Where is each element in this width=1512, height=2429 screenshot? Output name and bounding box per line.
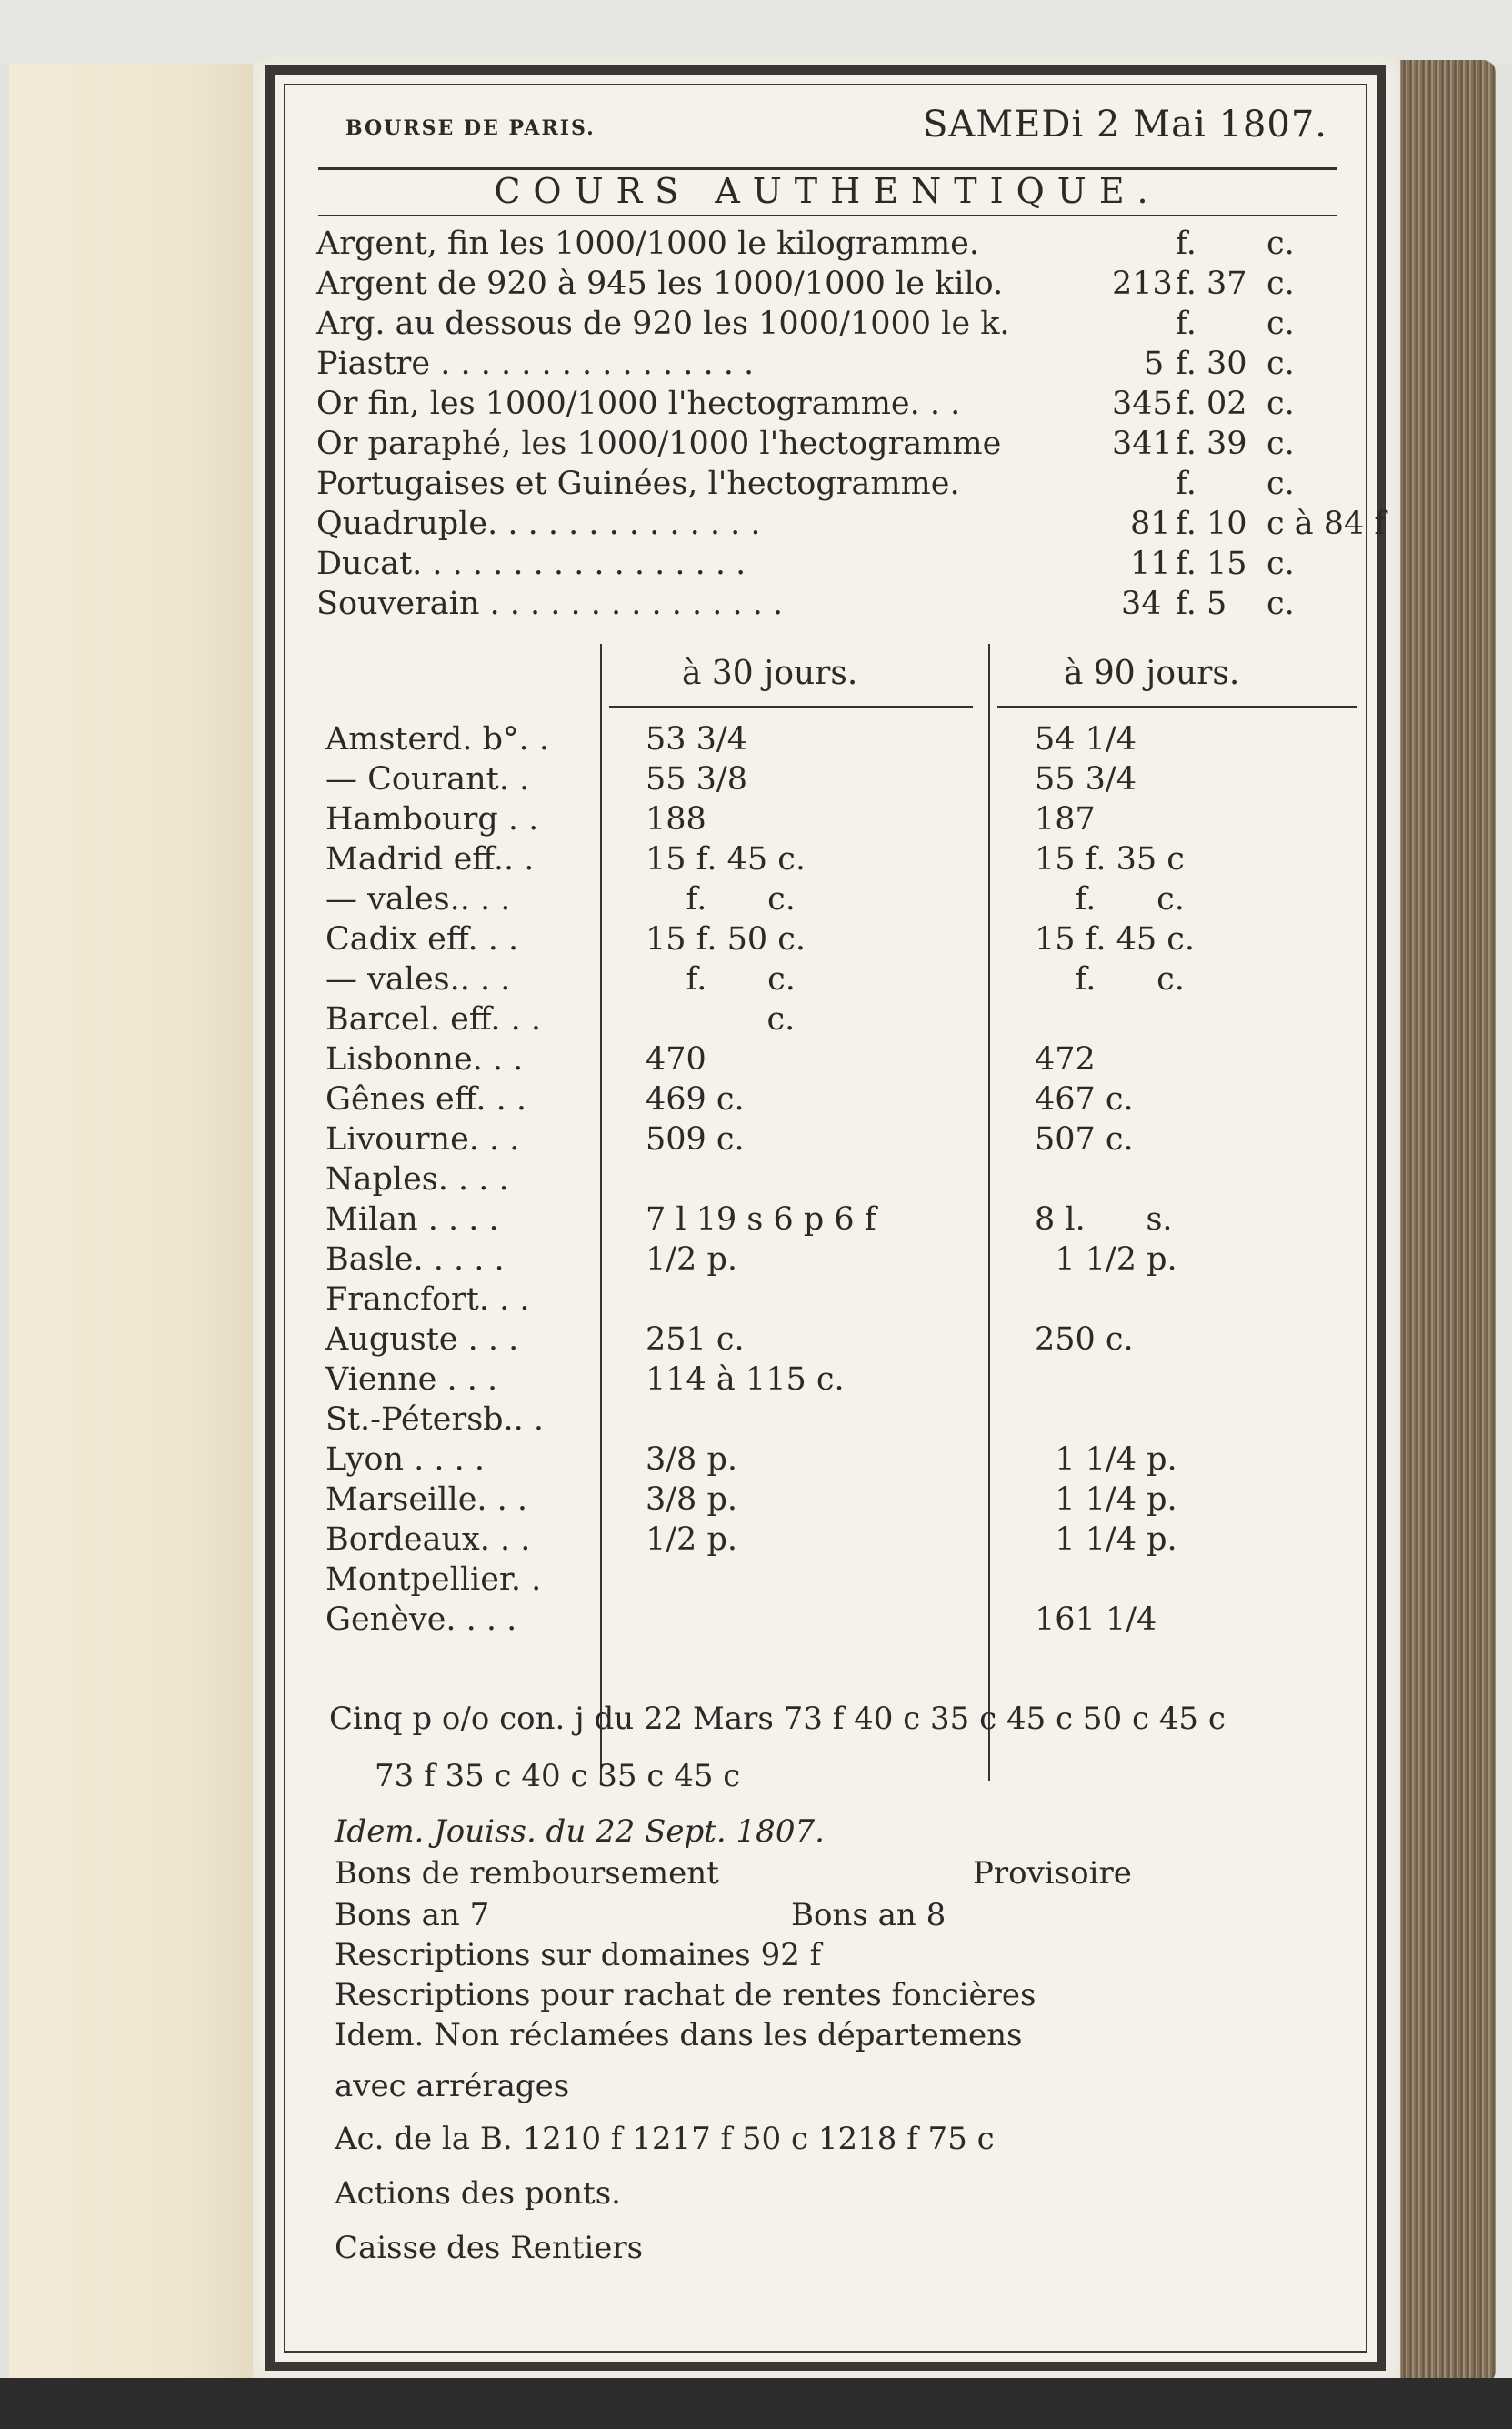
city-name: — vales.. . .	[325, 881, 511, 918]
city-name: — Courant. .	[325, 761, 530, 798]
price-francs: f. 39	[1176, 426, 1247, 462]
city-name: Montpellier. .	[325, 1561, 542, 1598]
price-francs: f. 5	[1176, 586, 1227, 622]
price-value: 213	[1112, 266, 1173, 302]
price-row	[316, 346, 1357, 386]
exchange-row	[325, 961, 1326, 1001]
idem-non-reclamees: Idem. Non réclamées dans les départemens	[335, 2017, 1023, 2053]
exchange-row	[325, 1081, 1326, 1121]
city-name: Basle. . . . .	[325, 1241, 505, 1278]
header-bourse: BOURSE DE PARIS.	[345, 116, 596, 140]
price-label: Arg. au dessous de 920 les 1000/1000 le k.	[316, 306, 1010, 342]
price-label: Souverain . . . . . . . . . . . . . . .	[316, 586, 784, 622]
price-row	[316, 386, 1357, 426]
price-centimes: c.	[1267, 386, 1295, 422]
city-name: Milan . . . .	[325, 1201, 499, 1238]
rate-30: 15 f. 45 c.	[646, 841, 806, 878]
price-label: Or fin, les 1000/1000 l'hectogramme. . .	[316, 386, 961, 422]
exchange-row	[325, 1201, 1326, 1241]
rate-30: 53 3/4	[646, 721, 747, 758]
exchange-row	[325, 1361, 1326, 1401]
price-label: Portugaises et Guinées, l'hectogramme.	[316, 466, 960, 502]
exchange-row	[325, 801, 1326, 841]
header-rule	[318, 167, 1337, 170]
col90-rule	[997, 706, 1357, 708]
idem-jouiss: Idem. Jouiss. du 22 Sept. 1807.	[335, 1813, 825, 1850]
rate-30: 55 3/8	[646, 761, 747, 798]
page-edges	[1396, 60, 1496, 2384]
city-name: Auguste . . .	[325, 1321, 519, 1358]
rate-90: 161 1/4	[1035, 1601, 1157, 1638]
rate-30: 7 l 19 s 6 p 6 f	[646, 1201, 876, 1238]
rate-90: 467 c.	[1035, 1081, 1134, 1118]
bons-remboursement: Bons de remboursement	[335, 1855, 719, 1892]
price-francs: f.	[1176, 466, 1197, 502]
price-row	[316, 426, 1357, 466]
price-centimes: c à 84 f	[1267, 506, 1387, 542]
exchange-row	[325, 761, 1326, 801]
rate-90: 15 f. 45 c.	[1035, 921, 1196, 958]
price-centimes: c.	[1267, 226, 1295, 262]
col90-header: à 90 jours.	[1064, 655, 1240, 692]
rentes-line-continued: 73 f 35 c 40 c 35 c 45 c	[375, 1758, 741, 1794]
exchange-row	[325, 841, 1326, 881]
price-row	[316, 466, 1357, 506]
page-subtitle: COURS AUTHENTIQUE.	[494, 171, 1161, 211]
col30-rule	[609, 706, 973, 708]
exchange-row	[325, 1001, 1326, 1041]
price-row	[316, 226, 1357, 266]
rate-30: 251 c.	[646, 1321, 745, 1358]
city-name: Cadix eff. . .	[325, 921, 519, 958]
actions-banque: Ac. de la B. 1210 f 1217 f 50 c 1218 f 75 c	[335, 2121, 995, 2157]
rate-30: 3/8 p.	[646, 1481, 737, 1518]
city-name: Genève. . . .	[325, 1601, 517, 1638]
price-row	[316, 546, 1357, 586]
rate-90: 507 c.	[1035, 1121, 1134, 1158]
price-row	[316, 506, 1387, 546]
price-francs: f. 10	[1176, 506, 1247, 542]
rate-90: 55 3/4	[1035, 761, 1137, 798]
avec-arrerages: avec arrérages	[335, 2068, 570, 2104]
city-name: Hambourg . .	[325, 801, 539, 838]
city-name: St.-Pétersb.. .	[325, 1401, 545, 1438]
rate-90: 8 l. s.	[1035, 1201, 1173, 1238]
rate-90: 1 1/4 p.	[1035, 1481, 1177, 1518]
rate-90: 1 1/4 p.	[1035, 1521, 1177, 1558]
rentes-line: Cinq p o/o con. j du 22 Mars 73 f 40 c 35 c 45 c 50 c 45 c	[329, 1701, 1226, 1737]
city-name: Marseille. . .	[325, 1481, 528, 1518]
price-centimes: c.	[1267, 306, 1295, 342]
price-value: 11	[1130, 546, 1171, 582]
rate-30: f. c.	[646, 961, 796, 998]
city-name: — vales.. . .	[325, 961, 511, 998]
price-row	[316, 266, 1357, 306]
price-centimes: c.	[1267, 266, 1295, 302]
exchange-row	[325, 1041, 1326, 1081]
exchange-row	[325, 1281, 1326, 1321]
caisse-rentiers: Caisse des Rentiers	[335, 2230, 644, 2266]
exchange-row	[325, 1321, 1326, 1361]
exchange-row	[325, 1561, 1326, 1601]
city-name: Bordeaux. . .	[325, 1521, 531, 1558]
city-name: Madrid eff.. .	[325, 841, 535, 878]
rate-30: 188	[646, 801, 706, 838]
rate-90: 1 1/4 p.	[1035, 1441, 1177, 1478]
actions-ponts: Actions des ponts.	[335, 2175, 621, 2212]
rate-90: f. c.	[1035, 881, 1185, 918]
price-row	[316, 306, 1357, 346]
rate-90: 250 c.	[1035, 1321, 1134, 1358]
exchange-row	[325, 881, 1326, 921]
exchange-row	[325, 921, 1326, 961]
price-centimes: c.	[1267, 426, 1295, 462]
price-label: Ducat. . . . . . . . . . . . . . . . .	[316, 546, 746, 582]
rate-30: c.	[646, 1001, 796, 1038]
price-centimes: c.	[1267, 586, 1295, 622]
page-header	[345, 98, 1327, 153]
city-name: Gênes eff. . .	[325, 1081, 526, 1118]
rate-30: 1/2 p.	[646, 1241, 737, 1278]
price-label: Argent, fin les 1000/1000 le kilogramme.	[316, 226, 979, 262]
price-centimes: c.	[1267, 466, 1295, 502]
rate-30: f. c.	[646, 881, 796, 918]
exchange-row	[325, 1441, 1326, 1481]
col30-header: à 30 jours.	[682, 655, 858, 692]
price-value: 5	[1144, 346, 1165, 382]
exchange-row	[325, 1601, 1326, 1641]
rescriptions-domaines: Rescriptions sur domaines 92 f	[335, 1937, 822, 1973]
exchange-row	[325, 721, 1326, 761]
price-francs: f. 37	[1176, 266, 1247, 302]
price-value: 81	[1130, 506, 1171, 542]
exchange-row	[325, 1241, 1326, 1281]
price-value: 345	[1112, 386, 1173, 422]
price-francs: f.	[1176, 226, 1197, 262]
rate-90: 15 f. 35 c	[1035, 841, 1185, 878]
rate-30: 1/2 p.	[646, 1521, 737, 1558]
rate-30: 470	[646, 1041, 706, 1078]
price-value: 34	[1121, 586, 1162, 622]
rate-30: 114 à 115 c.	[646, 1361, 845, 1398]
provisoire: Provisoire	[973, 1855, 1132, 1892]
price-francs: f. 02	[1176, 386, 1247, 422]
rate-30: 3/8 p.	[646, 1441, 737, 1478]
rate-90: 1 1/2 p.	[1035, 1241, 1177, 1278]
exchange-row	[325, 1161, 1326, 1201]
city-name: Barcel. eff. . .	[325, 1001, 542, 1038]
rate-30: 469 c.	[646, 1081, 745, 1118]
price-centimes: c.	[1267, 346, 1295, 382]
rescriptions-rachat: Rescriptions pour rachat de rentes foncières	[335, 1977, 1036, 2013]
price-label: Piastre . . . . . . . . . . . . . . . .	[316, 346, 755, 382]
price-francs: f.	[1176, 306, 1197, 342]
rate-90: f. c.	[1035, 961, 1185, 998]
rate-90: 472	[1035, 1041, 1096, 1078]
city-name: Amsterd. b°. .	[325, 721, 549, 758]
background-top	[0, 0, 1512, 64]
rate-30: 15 f. 50 c.	[646, 921, 806, 958]
city-name: Lyon . . . .	[325, 1441, 486, 1478]
city-name: Vienne . . .	[325, 1361, 498, 1398]
page-content	[309, 98, 1387, 2354]
bons-an-8: Bons an 8	[791, 1897, 946, 1933]
rate-90: 187	[1035, 801, 1096, 838]
rate-90: 54 1/4	[1035, 721, 1137, 758]
header-date: SAMEDi 2 Mai 1807.	[922, 104, 1327, 146]
price-label: Quadruple. . . . . . . . . . . . . .	[316, 506, 761, 542]
rate-30: 509 c.	[646, 1121, 745, 1158]
left-page	[9, 64, 270, 2378]
bons-an-7: Bons an 7	[335, 1897, 490, 1933]
price-value: 341	[1112, 426, 1173, 462]
exchange-row	[325, 1481, 1326, 1521]
price-label: Argent de 920 à 945 les 1000/1000 le kilo.	[316, 266, 1004, 302]
price-label: Or paraphé, les 1000/1000 l'hectogramme	[316, 426, 1002, 462]
city-name: Naples. . . .	[325, 1161, 509, 1198]
city-name: Francfort. . .	[325, 1281, 530, 1318]
price-centimes: c.	[1267, 546, 1295, 582]
background-bottom	[0, 2378, 1512, 2429]
exchange-row	[325, 1401, 1326, 1441]
subtitle-rule	[318, 215, 1337, 216]
city-name: Livourne. . .	[325, 1121, 520, 1158]
price-francs: f. 15	[1176, 546, 1247, 582]
price-row	[316, 586, 1357, 626]
price-francs: f. 30	[1176, 346, 1247, 382]
city-name: Lisbonne. . .	[325, 1041, 524, 1078]
exchange-row	[325, 1521, 1326, 1561]
exchange-row	[325, 1121, 1326, 1161]
